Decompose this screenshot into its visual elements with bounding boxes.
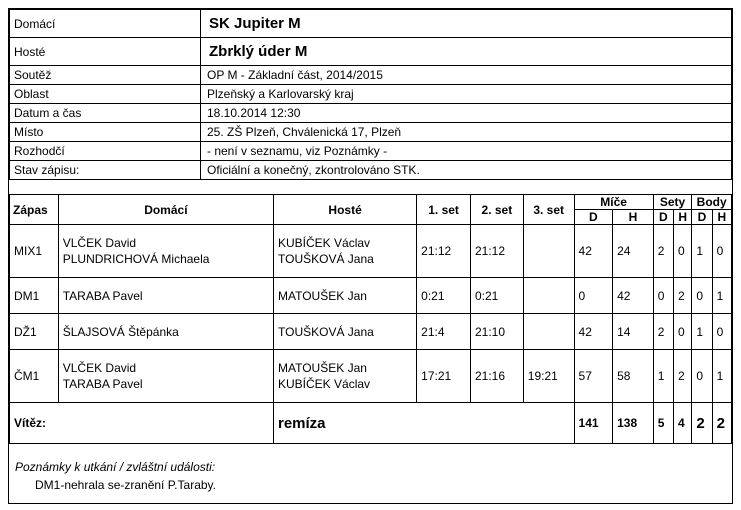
region-value: Plzeňský a Karlovarský kraj bbox=[201, 85, 732, 104]
header-balls-d: D bbox=[574, 210, 613, 225]
table-row bbox=[10, 278, 732, 314]
referee-value: - není v seznamu, viz Poznámky - bbox=[201, 142, 732, 161]
home-team-value: SK Jupiter M bbox=[201, 10, 732, 38]
set3-score bbox=[523, 225, 574, 278]
table-row bbox=[10, 350, 732, 403]
points-away: 0 bbox=[712, 225, 731, 278]
header-sets-h: H bbox=[674, 210, 692, 225]
place-label: Místo bbox=[10, 123, 201, 142]
datetime-value: 18.10.2014 12:30 bbox=[201, 104, 732, 123]
competition-label: Soutěž bbox=[10, 66, 201, 85]
points-away: 0 bbox=[712, 314, 731, 350]
referee-label: Rozhodčí bbox=[10, 142, 201, 161]
points-home: 1 bbox=[692, 314, 712, 350]
away-player: TOUŠKOVÁ Jana bbox=[278, 252, 374, 266]
home-player: ŠLAJSOVÁ Štěpánka bbox=[58, 314, 273, 350]
header-away: Hosté bbox=[274, 195, 417, 225]
header-balls-h: H bbox=[613, 210, 654, 225]
set3-score bbox=[523, 278, 574, 314]
region-label: Oblast bbox=[10, 85, 201, 104]
balls-away: 14 bbox=[613, 314, 654, 350]
away-players bbox=[274, 225, 417, 278]
notes-text: DM1-nehrala se-zranění P.Taraby. bbox=[35, 478, 216, 492]
set1-score: 21:12 bbox=[417, 225, 471, 278]
header-match: Zápas bbox=[10, 195, 59, 225]
set3-score bbox=[523, 314, 574, 350]
total-sets-away: 4 bbox=[674, 403, 692, 444]
home-player: TARABA Pavel bbox=[62, 377, 143, 391]
header-balls: Míče bbox=[574, 195, 653, 210]
away-player: MATOUŠEK Jan bbox=[274, 278, 417, 314]
balls-home: 42 bbox=[574, 314, 613, 350]
balls-away: 24 bbox=[613, 225, 654, 278]
match-results-table bbox=[9, 194, 732, 444]
match-info-table bbox=[9, 9, 732, 180]
balls-home: 0 bbox=[574, 278, 613, 314]
header-set1: 1. set bbox=[417, 195, 471, 225]
points-away: 1 bbox=[712, 350, 731, 403]
header-sets-d: D bbox=[653, 210, 673, 225]
header-points: Body bbox=[692, 195, 732, 210]
header-set3: 3. set bbox=[523, 195, 574, 225]
sets-away: 2 bbox=[674, 350, 692, 403]
sets-home: 2 bbox=[653, 314, 673, 350]
set1-score: 21:4 bbox=[417, 314, 471, 350]
away-players bbox=[274, 350, 417, 403]
set2-score: 21:10 bbox=[470, 314, 523, 350]
points-home: 1 bbox=[692, 225, 712, 278]
set2-score: 21:16 bbox=[470, 350, 523, 403]
away-player: MATOUŠEK Jan bbox=[278, 361, 367, 375]
total-balls-away: 138 bbox=[613, 403, 654, 444]
total-balls-home: 141 bbox=[574, 403, 613, 444]
sets-home: 0 bbox=[653, 278, 673, 314]
home-player: VLČEK David bbox=[62, 361, 137, 375]
table-row bbox=[10, 225, 732, 278]
header-set2: 2. set bbox=[470, 195, 523, 225]
table-row bbox=[10, 314, 732, 350]
points-away: 1 bbox=[712, 278, 731, 314]
match-name: ČM1 bbox=[10, 350, 59, 403]
status-value: Oficiální a konečný, zkontrolováno STK. bbox=[201, 161, 732, 180]
balls-away: 58 bbox=[613, 350, 654, 403]
balls-away: 42 bbox=[613, 278, 654, 314]
match-name: MIX1 bbox=[10, 225, 59, 278]
winner-value: remíza bbox=[274, 403, 575, 444]
set3-score: 19:21 bbox=[523, 350, 574, 403]
match-name: DM1 bbox=[10, 278, 59, 314]
balls-home: 42 bbox=[574, 225, 613, 278]
datetime-label: Datum a čas bbox=[10, 104, 201, 123]
away-player: KUBÍČEK Václav bbox=[278, 377, 371, 391]
status-label: Stav zápisu: bbox=[10, 161, 201, 180]
sets-away: 0 bbox=[674, 225, 692, 278]
points-home: 0 bbox=[692, 278, 712, 314]
sets-away: 2 bbox=[674, 278, 692, 314]
header-points-d: D bbox=[692, 210, 712, 225]
away-team-value: Zbrklý úder M bbox=[201, 38, 732, 66]
points-home: 0 bbox=[692, 350, 712, 403]
home-player: TARABA Pavel bbox=[58, 278, 273, 314]
sets-away: 0 bbox=[674, 314, 692, 350]
winner-row bbox=[10, 403, 732, 444]
home-player: PLUNDRICHOVÁ Michaela bbox=[62, 252, 210, 266]
sets-home: 2 bbox=[653, 225, 673, 278]
away-label: Hosté bbox=[10, 38, 201, 66]
match-report bbox=[8, 8, 733, 504]
set2-score: 21:12 bbox=[470, 225, 523, 278]
away-player: KUBÍČEK Václav bbox=[278, 236, 371, 250]
header-home: Domácí bbox=[58, 195, 273, 225]
sets-home: 1 bbox=[653, 350, 673, 403]
notes-title: Poznámky k utkání / zvláštní události: bbox=[15, 460, 216, 474]
balls-home: 57 bbox=[574, 350, 613, 403]
set1-score: 0:21 bbox=[417, 278, 471, 314]
header-sets: Sety bbox=[653, 195, 692, 210]
set2-score: 0:21 bbox=[470, 278, 523, 314]
total-sets-home: 5 bbox=[653, 403, 673, 444]
competition-value: OP M - Základní část, 2014/2015 bbox=[201, 66, 732, 85]
home-players bbox=[58, 225, 273, 278]
away-player: TOUŠKOVÁ Jana bbox=[274, 314, 417, 350]
home-player: VLČEK David bbox=[62, 236, 137, 250]
place-value: 25. ZŠ Plzeň, Chválenická 17, Plzeň bbox=[201, 123, 732, 142]
home-label: Domácí bbox=[10, 10, 201, 38]
home-players bbox=[58, 350, 273, 403]
total-points-home: 2 bbox=[692, 403, 712, 444]
set1-score: 17:21 bbox=[417, 350, 471, 403]
winner-label: Vítěz: bbox=[10, 403, 274, 444]
header-points-h: H bbox=[712, 210, 731, 225]
match-name: DŽ1 bbox=[10, 314, 59, 350]
total-points-away: 2 bbox=[712, 403, 731, 444]
